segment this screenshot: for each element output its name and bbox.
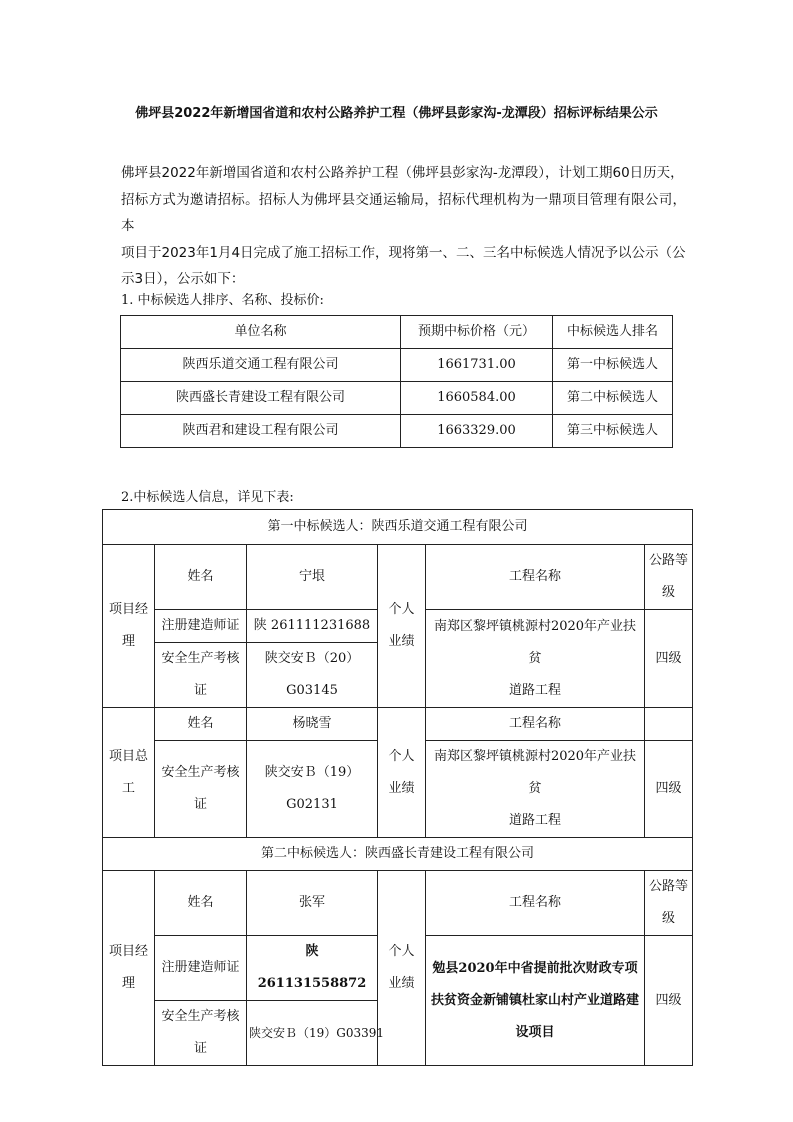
c2-pm-cert: 陕 261131558872	[247, 936, 378, 1001]
rank-cell: 第三中标候选人	[553, 415, 673, 448]
c2-pm-safety-cert: 陕交安Ｂ（19）G03391	[247, 1001, 378, 1066]
table-row	[121, 349, 673, 382]
pm-project: 南郑区黎坪镇桃源村2020年产业扶贫 道路工程	[426, 610, 645, 708]
intro-paragraph	[121, 160, 686, 293]
candidate-2-title-row	[103, 838, 693, 871]
bid-ranking-table	[120, 315, 673, 448]
grade-empty	[645, 708, 693, 741]
rank-cell: 第一中标候选人	[553, 349, 673, 382]
project-name-label: 工程名称	[426, 545, 645, 610]
candidate-info-table	[102, 509, 693, 1066]
te-name: 杨晓雪	[247, 708, 378, 741]
header-cell: 单位名称	[121, 316, 401, 349]
pm-safety-cert: 陕交安Ｂ（20） G03145	[247, 643, 378, 708]
pm-grade: 四级	[645, 610, 693, 708]
safety-label: 安全生产考核 证	[155, 1001, 247, 1066]
candidate-1-title: 第一中标候选人：陕西乐道交通工程有限公司	[103, 510, 693, 545]
cert-label: 注册建造师证	[155, 610, 247, 643]
company-cell: 陕西乐道交通工程有限公司	[121, 349, 401, 382]
safety-label: 安全生产考核 证	[155, 741, 247, 838]
name-label: 姓名	[155, 708, 247, 741]
table-row	[121, 382, 673, 415]
personal-performance-label: 个人 业绩	[378, 871, 426, 1066]
grade-label: 公路等 级	[645, 871, 693, 936]
intro-line: 示3日），公示如下：	[121, 271, 245, 287]
section-1-heading: 1. 中标候选人排序、名称、投标价:	[121, 293, 324, 308]
rank-cell: 第二中标候选人	[553, 382, 673, 415]
intro-line: 招标方式为邀请招标。招标人为佛坪县交通运输局，招标代理机构为一鼎项目管理有限公司，本	[121, 191, 686, 234]
candidate-1-title-row	[103, 510, 693, 545]
table-header-row	[121, 316, 673, 349]
personal-performance-label: 个人 业绩	[378, 545, 426, 708]
intro-line: 佛坪县2022年新增国省道和农村公路养护工程（佛坪县彭家沟-龙潭段），计划工期60日历天，	[121, 165, 684, 181]
c2-pm-grade: 四级	[645, 936, 693, 1066]
safety-label: 安全生产考核 证	[155, 643, 247, 708]
name-label: 姓名	[155, 545, 247, 610]
c2-pm-name: 张军	[247, 871, 378, 936]
te-grade: 四级	[645, 741, 693, 838]
price-cell: 1660584.00	[401, 382, 553, 415]
price-cell: 1663329.00	[401, 415, 553, 448]
intro-line: 项目于2023年1月4日完成了施工招标工作，现将第一、二、三名中标候选人情况予以公示（公	[121, 244, 686, 261]
pm-name: 宁垠	[247, 545, 378, 610]
price-cell: 1661731.00	[401, 349, 553, 382]
table-row	[121, 415, 673, 448]
te-safety-cert: 陕交安Ｂ（19） G02131	[247, 741, 378, 838]
cert-label: 注册建造师证	[155, 936, 247, 1001]
header-cell: 中标候选人排名	[553, 316, 673, 349]
page-title: 佛坪县2022年新增国省道和农村公路养护工程（佛坪县彭家沟-龙潭段）招标评标结果公示	[135, 106, 658, 121]
pm-cert: 陕 261111231688	[247, 610, 378, 643]
header-cell: 预期中标价格（元）	[401, 316, 553, 349]
grade-label: 公路等 级	[645, 545, 693, 610]
candidate-2-title: 第二中标候选人：陕西盛长青建设工程有限公司	[103, 838, 693, 871]
project-manager-label: 项目经 理	[103, 871, 155, 1066]
company-cell: 陕西君和建设工程有限公司	[121, 415, 401, 448]
c2-pm-project: 勉县2020年中省提前批次财政专项 扶贫资金新铺镇杜家山村产业道路建 设项目	[426, 936, 645, 1066]
company-cell: 陕西盛长青建设工程有限公司	[121, 382, 401, 415]
te-project: 南郑区黎坪镇桃源村2020年产业扶贫 道路工程	[426, 741, 645, 838]
technical-lead-label: 项目总 工	[103, 708, 155, 838]
project-name-label: 工程名称	[426, 871, 645, 936]
name-label: 姓名	[155, 871, 247, 936]
personal-performance-label: 个人 业绩	[378, 708, 426, 838]
project-name-label: 工程名称	[426, 708, 645, 741]
project-manager-label: 项目经 理	[103, 545, 155, 708]
section-2-heading: 2.中标候选人信息，详见下表:	[121, 490, 294, 505]
